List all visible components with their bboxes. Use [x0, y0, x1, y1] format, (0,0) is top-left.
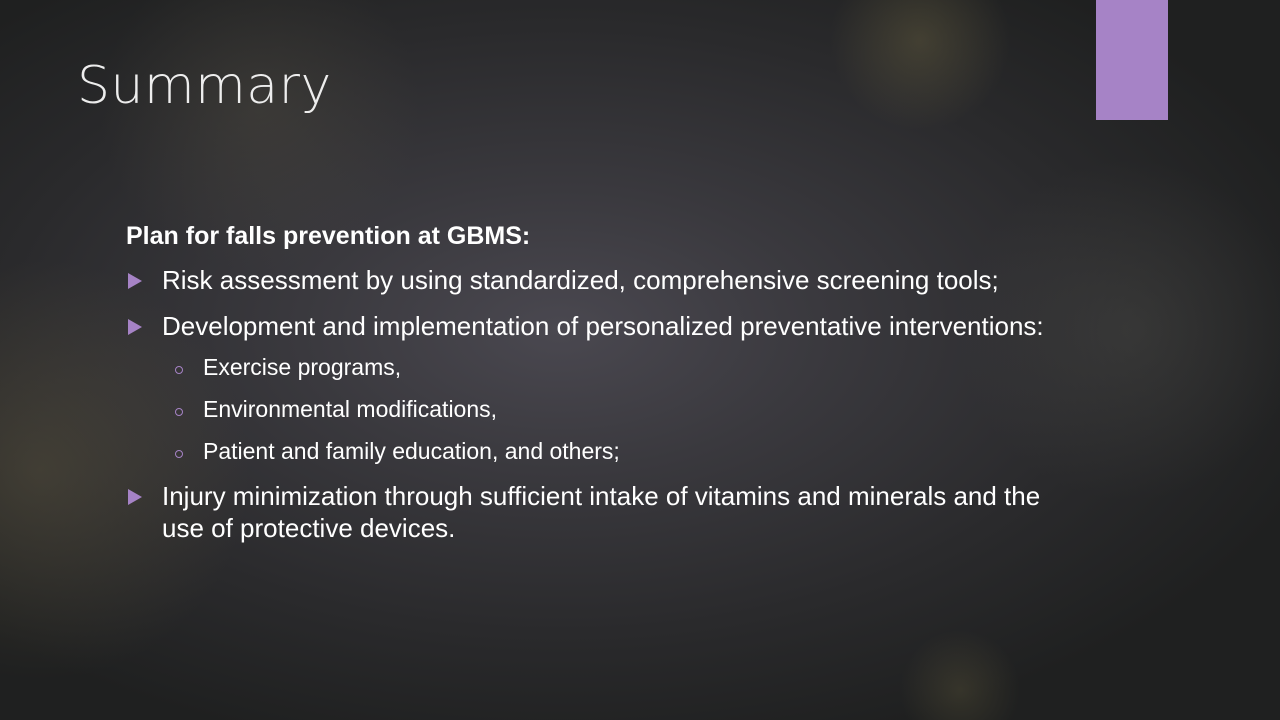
bullet-item	[126, 310, 1046, 342]
bullet-text: Risk assessment by using standardized, comprehensive screening tools;	[162, 265, 999, 295]
slide-content	[126, 218, 1046, 558]
sub-bullet-item	[126, 436, 1046, 466]
bullet-item	[126, 480, 1046, 544]
sub-bullet-text: Patient and family education, and others;	[203, 438, 620, 464]
hollow-circle-icon	[175, 450, 183, 458]
bullet-text: Development and implementation of personalized preventative interventions:	[162, 311, 1044, 341]
accent-bar	[1096, 0, 1168, 120]
triangle-arrow-icon	[128, 319, 142, 335]
content-heading: Plan for falls prevention at GBMS:	[126, 222, 531, 250]
triangle-arrow-icon	[128, 489, 142, 505]
sub-bullet-text: Environmental modifications,	[203, 396, 498, 422]
sub-bullet-item	[126, 352, 1046, 382]
bullet-item	[126, 264, 1046, 296]
sub-bullet-item	[126, 394, 1046, 424]
hollow-circle-icon	[175, 366, 183, 374]
hollow-circle-icon	[175, 408, 183, 416]
bullet-text: Injury minimization through sufficient intake of vitamins and minerals and the use of protective devices.	[162, 481, 1041, 543]
slide-title: Summary	[77, 56, 332, 116]
sub-bullet-text: Exercise programs,	[203, 354, 402, 380]
triangle-arrow-icon	[128, 273, 142, 289]
